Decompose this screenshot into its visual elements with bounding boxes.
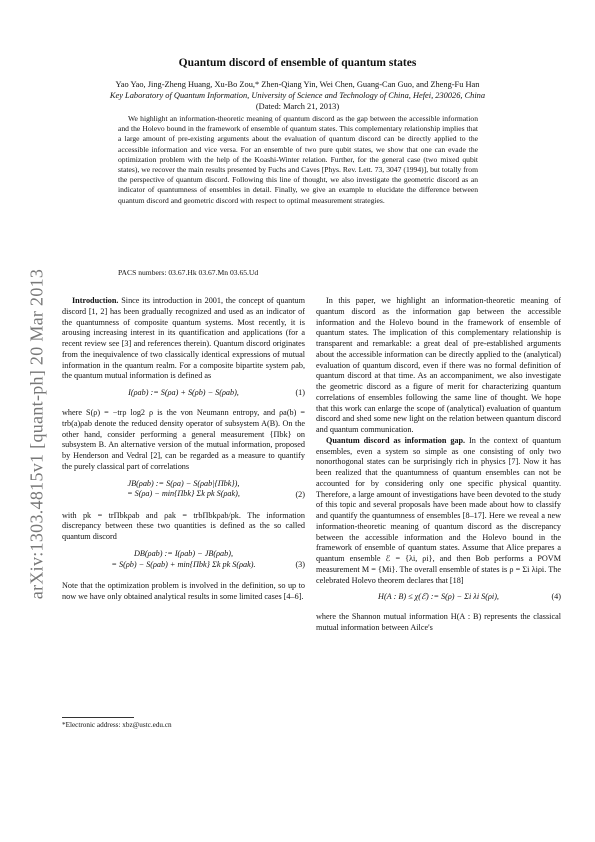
equation-3: DB(ρab) := I(ρab) − JB(ρab), = S(ρb) − S(ρab) + min{Πbk} Σk pk S(ρak). (3) (111, 548, 305, 569)
paragraph: In this paper, we highlight an information-theoretic meaning of quantum discord as the information gap between the accessible information and the Holevo bound in the framework of ensemble of quantum states. The implication of this complementary relationship is transparent and remarkable: a great deal of pre-established arguments about the accessible information can be directly applied to the (analytical) evaluation of quantum discord, even if there was no formal definition of quantum discord at that time. As an accompaniment, we also investigate the geometric discord as a figure of merit for characterizing quantum correlations of ensembles following the same line of thought. We hope that this work can enlarge the scope of (analytical) evaluation of quantum discord and shed some new light on the relation between quantum discord and quantum communication. (316, 296, 561, 434)
paragraph: where the Shannon mutual information H(A : B) represents the classical mutual information between Ailce's (316, 612, 561, 632)
equation-4: H(A : B) ≤ χ(ℰ) := S(ρ) − Σi λi S(ρi), (4) (378, 592, 561, 602)
equation-number: (3) (295, 559, 305, 569)
arxiv-identifier: arXiv:1303.4815v1 [quant-ph] 20 Mar 2013 (26, 268, 47, 600)
abstract-text: We highlight an information-theoretic meaning of quantum discord as the gap between the accessible information and the Holevo bound in the framework of ensemble of quantum states. This complementary relationship implies that a large amount of pre-existing arguments about the evaluation of quantum discord can be directly applied to the accessible information and vice versa. For an ensemble of two pure qubit states, we show that one can evade the optimization problem with the help of the Koashi-Winter relation. Further, for the general case (two mixed qubit states), we recover the main results presented by Fuchs and Caves [Phys. Rev. Lett. 73, 3047 (1994)], but totally from the perspective of quantum discord. Following this line of thought, we also investigate the geometric discord as an indicator of quantumness of ensembles in detail. Finally, we give an example to elucidate the difference between quantum discord and geometric discord with respect to optimal measurement strategies. (118, 114, 478, 205)
author-block (60, 79, 535, 112)
intro-heading: Introduction. (72, 296, 119, 305)
equation-number: (1) (295, 388, 305, 397)
paragraph: Note that the optimization problem is involved in the definition, so up to now we have only obtained analytical results in some limited cases [4–6]. (62, 580, 305, 601)
pacs-numbers: PACS numbers: 03.67.Hk 03.67.Mn 03.65.Ud (118, 268, 259, 277)
footnote-divider (62, 717, 134, 718)
authors: Yao Yao, Jing-Zheng Huang, Xu-Bo Zou,* Zhen-Qiang Yin, Wei Chen, Guang-Can Guo, and Zheng-Fu Han (115, 80, 480, 89)
footnote: *Electronic address: xbz@ustc.edu.cn (62, 721, 172, 729)
paragraph: with pk = trΠbkρab and ρak = trbΠbkρab/pk. The information discrepancy between these two quantities is defined as the so called quantum discord (62, 510, 305, 541)
left-column (62, 296, 305, 602)
equation-number: (2) (295, 489, 305, 499)
affiliation: Key Laboratory of Quantum Information, University of Science and Technology of China, Hefei, 230026, China (109, 91, 486, 100)
equation-1: I(ρab) := S(ρa) + S(ρb) − S(ρab), (1) (128, 388, 305, 397)
date: (Dated: March 21, 2013) (255, 102, 340, 111)
equation-2: JB(ρab) := S(ρa) − S(ρab|{Πbk}), = S(ρa) − min{Πbk} Σk pk S(ρak), (2) (127, 478, 305, 499)
intro-paragraph: Introduction. Since its introduction in 2001, the concept of quantum discord [1, 2] has been gradually recognized and used as an indicator of the quantumness of composite quantum systems. Most recently, it is arousing increasing interest in its quantification and applications (for a recent review see [3] and references therein). Quantum discord originates from the inequivalence of two classically identical expressions of mutual information in the quantum realm. For a composite bipartite system ρab, the quantum mutual information is defined as (62, 296, 305, 381)
paper-title: Quantum discord of ensemble of quantum states (178, 57, 417, 69)
section-heading: Quantum discord as information gap. (326, 435, 466, 445)
right-column (316, 296, 561, 634)
equation-number: (4) (551, 592, 561, 602)
section-paragraph: Quantum discord as information gap. In the context of quantum ensembles, even a system so simple as one consisting of only two nonorthogonal states can be surprisingly rich in physics [7]. Now it has been realized that the quantumness of quantum ensembles can not be accounted for by considering only one specific physical quantity. Therefore, a large amount of investigations have been devoted to the study of this topic and several proposals have been made about how to classify and quantify the quantumness of ensembles [8–17]. Here we reveal a new information-theoretic meaning of quantum discord as the discrepancy between the accessible information and the Holevo bound in the framework of ensemble of quantum states. Assume that Alice prepares a quantum ensemble ℰ = {λi, ρi}, and then Bob performs a POVM measurement M = {Mi}. The overall ensemble of states is ρ = Σi λiρi. The celebrated Holevo theorem declares that [18] (316, 435, 561, 585)
abstract (118, 114, 478, 206)
paragraph: where S(ρ) = −trρ log2 ρ is the von Neumann entropy, and ρa(b) = trb(a)ρab denote the reduced density operator of subsystem A(B). On the other hand, consider performing a general measurement {Πbk} on subsystem B. An alternative version of the mutual information, proposed by Henderson and Vedral [2], can be regarded as a measure to quantify the purely classical part of correlations (62, 408, 305, 471)
